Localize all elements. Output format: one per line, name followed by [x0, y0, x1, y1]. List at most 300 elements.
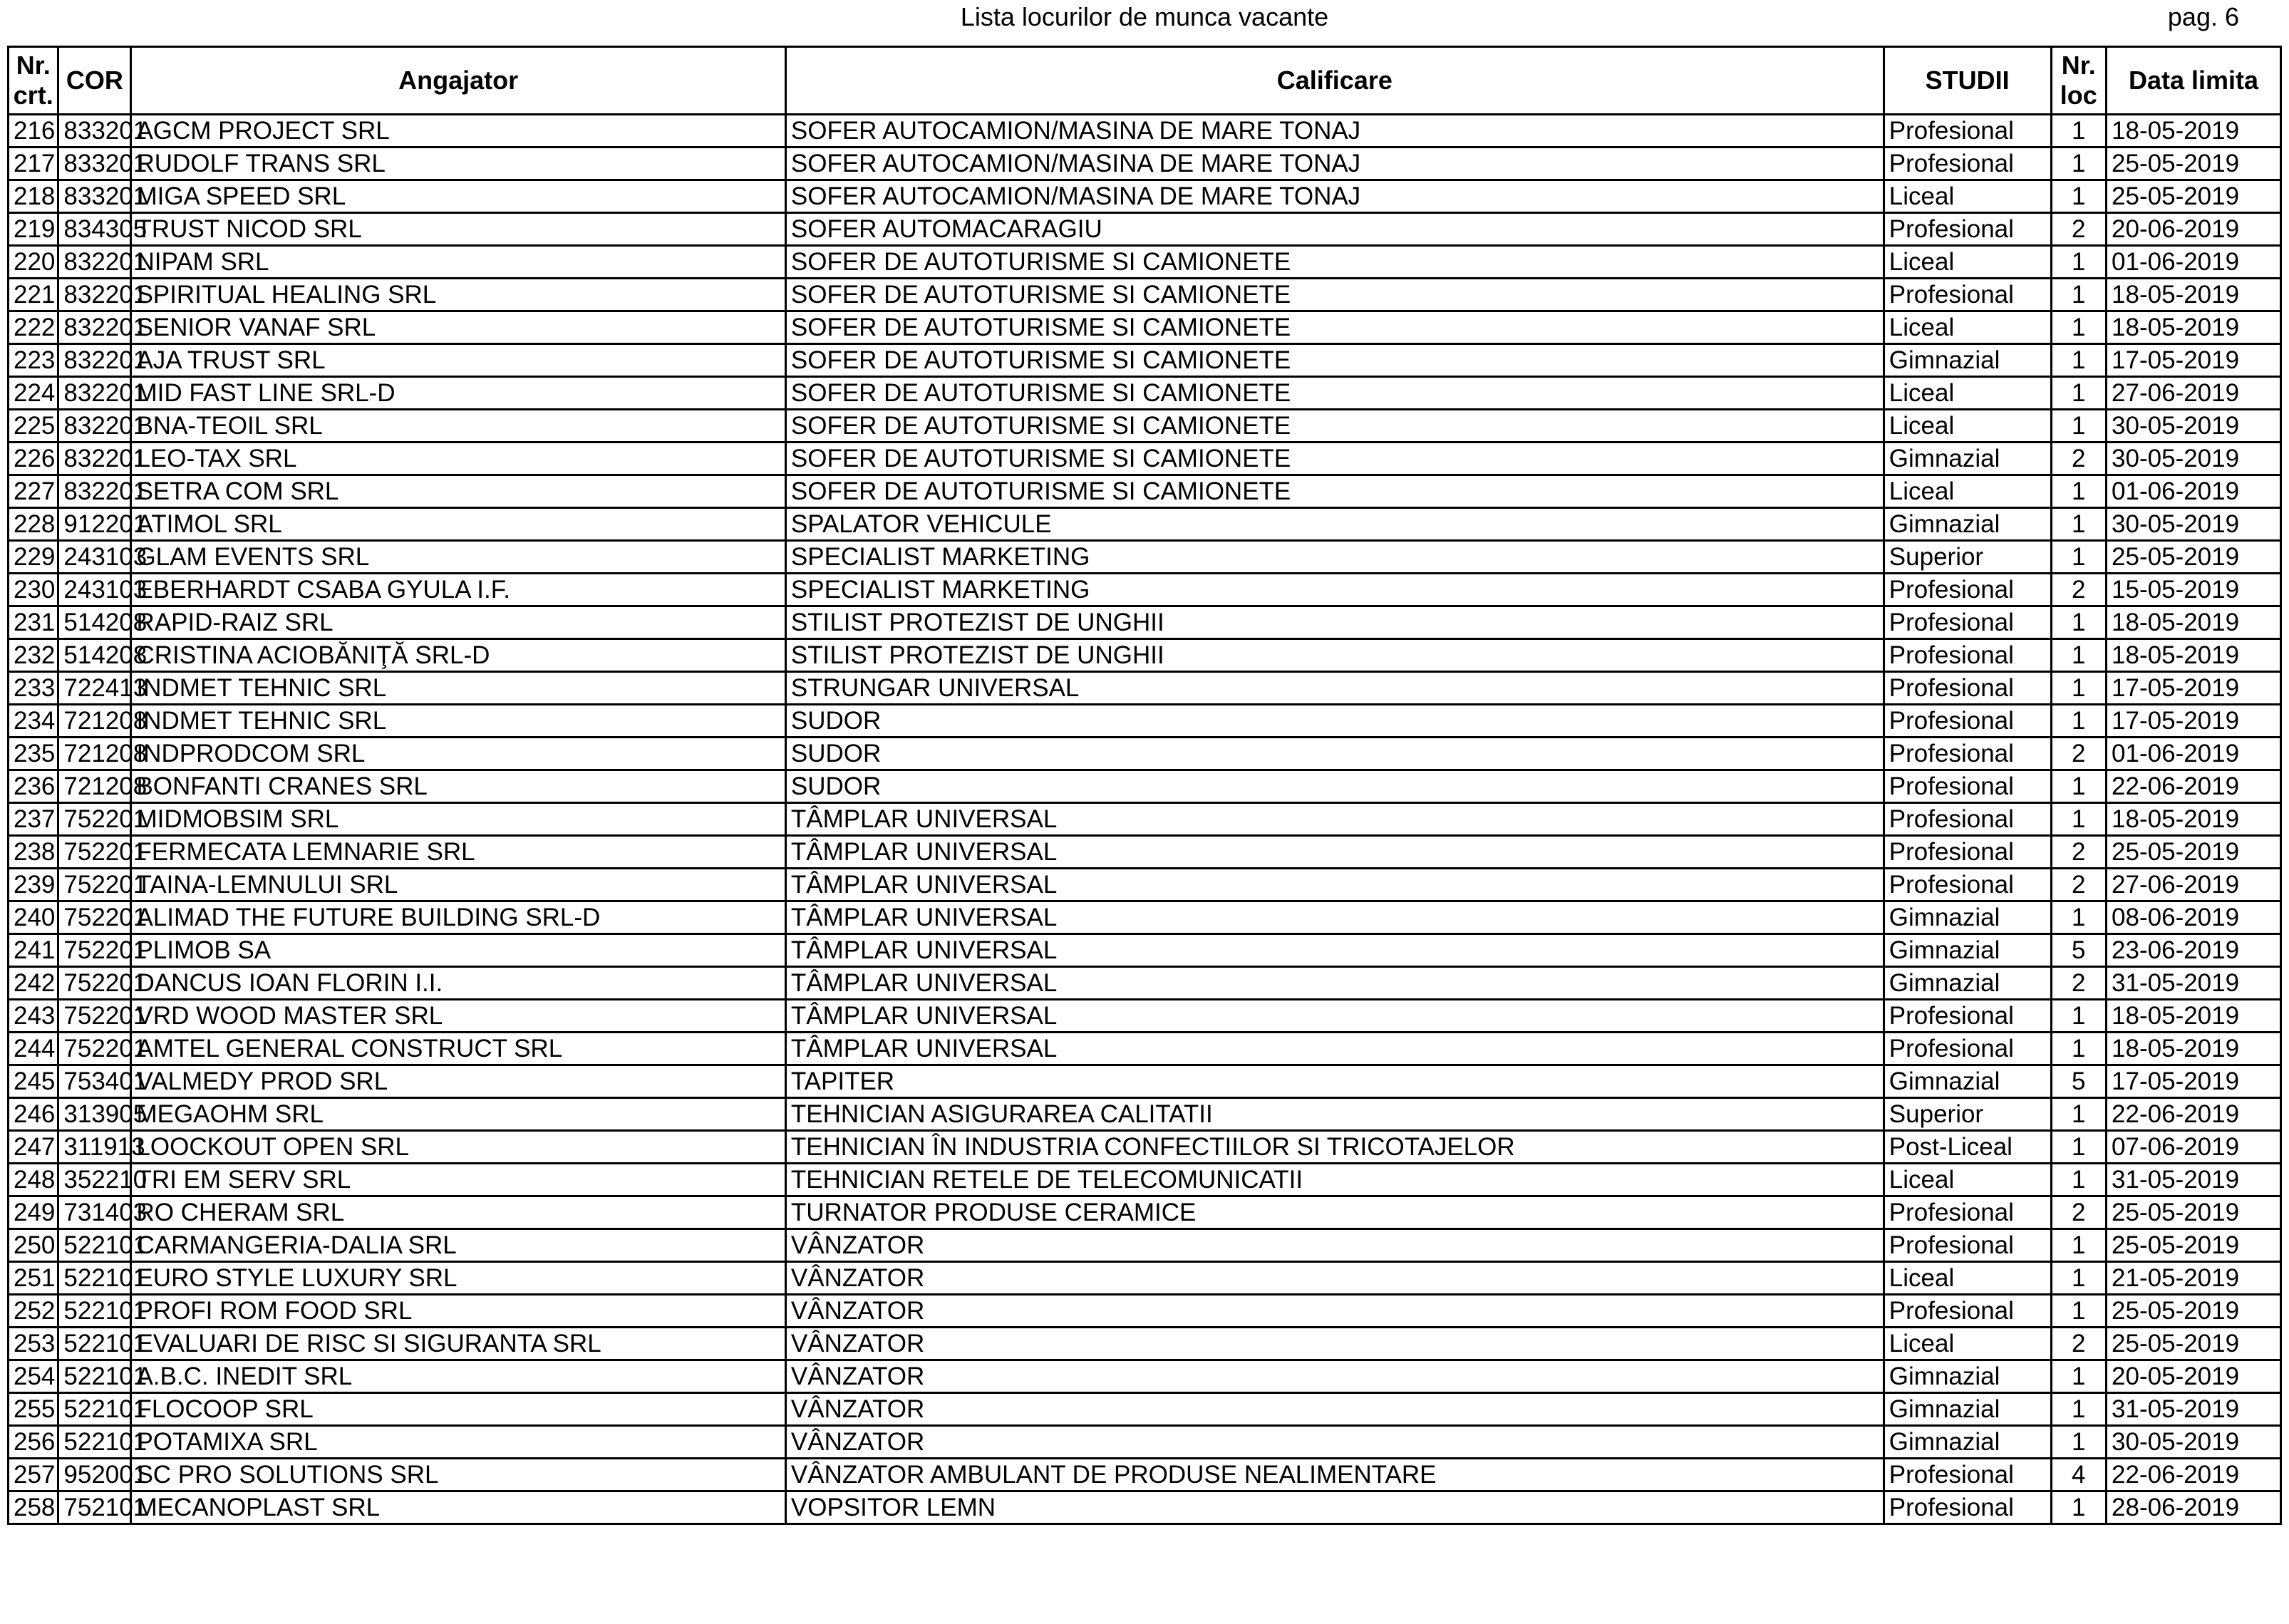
cor-code: 832201: [58, 344, 131, 377]
cor-code: 313905: [58, 1098, 131, 1131]
education-level: Gimnazial: [1884, 901, 2051, 934]
deadline-date: 25-05-2019: [2107, 836, 2281, 869]
positions-count: 1: [2051, 1491, 2107, 1524]
cor-code: 912201: [58, 508, 131, 541]
education-level: Gimnazial: [1884, 1426, 2051, 1459]
positions-count: 1: [2051, 1000, 2107, 1033]
deadline-date: 28-06-2019: [2107, 1491, 2281, 1524]
employer-name: NIPAM SRL: [131, 246, 785, 279]
positions-count: 5: [2051, 1065, 2107, 1098]
cor-code: 731403: [58, 1196, 131, 1229]
education-level: Profesional: [1884, 1491, 2051, 1524]
positions-count: 2: [2051, 869, 2107, 901]
row-number: 222: [9, 311, 58, 344]
row-number: 257: [9, 1459, 58, 1491]
deadline-date: 21-05-2019: [2107, 1262, 2281, 1295]
cor-code: 752201: [58, 803, 131, 836]
table-row: [9, 311, 2281, 344]
education-level: Profesional: [1884, 606, 2051, 639]
table-row: [9, 377, 2281, 410]
deadline-date: 18-05-2019: [2107, 279, 2281, 311]
table-row: [9, 672, 2281, 705]
row-number: 251: [9, 1262, 58, 1295]
cor-code: 834305: [58, 213, 131, 246]
row-number: 256: [9, 1426, 58, 1459]
row-number: 253: [9, 1328, 58, 1360]
employer-name: BONFANTI CRANES SRL: [131, 770, 785, 803]
table-row: [9, 213, 2281, 246]
row-number: 227: [9, 475, 58, 508]
positions-count: 4: [2051, 1459, 2107, 1491]
deadline-date: 18-05-2019: [2107, 606, 2281, 639]
deadline-date: 30-05-2019: [2107, 1426, 2281, 1459]
deadline-date: 20-05-2019: [2107, 1360, 2281, 1393]
qualification: VÂNZATOR: [785, 1328, 1884, 1360]
row-number: 226: [9, 443, 58, 475]
column-header-calificare: Calificare: [785, 47, 1884, 115]
positions-count: 2: [2051, 574, 2107, 606]
deadline-date: 18-05-2019: [2107, 1033, 2281, 1065]
positions-count: 1: [2051, 1295, 2107, 1328]
education-level: Liceal: [1884, 180, 2051, 213]
cor-code: 752201: [58, 967, 131, 1000]
education-level: Profesional: [1884, 148, 2051, 180]
cor-code: 514208: [58, 639, 131, 672]
employer-name: CRISTINA ACIOBĂNIŢĂ SRL-D: [131, 639, 785, 672]
positions-count: 1: [2051, 1262, 2107, 1295]
row-number: 230: [9, 574, 58, 606]
deadline-date: 23-06-2019: [2107, 934, 2281, 967]
deadline-date: 31-05-2019: [2107, 1164, 2281, 1196]
employer-name: MIDMOBSIM SRL: [131, 803, 785, 836]
positions-count: 1: [2051, 311, 2107, 344]
table-row: [9, 1098, 2281, 1131]
table-row: [9, 606, 2281, 639]
cor-code: 952001: [58, 1459, 131, 1491]
column-header-data-limita: Data limita: [2107, 47, 2281, 115]
cor-code: 752201: [58, 901, 131, 934]
positions-count: 1: [2051, 639, 2107, 672]
row-number: 247: [9, 1131, 58, 1164]
table-row: [9, 1229, 2281, 1262]
deadline-date: 07-06-2019: [2107, 1131, 2281, 1164]
employer-name: RUDOLF TRANS SRL: [131, 148, 785, 180]
qualification: VÂNZATOR AMBULANT DE PRODUSE NEALIMENTARE: [785, 1459, 1884, 1491]
row-number: 254: [9, 1360, 58, 1393]
column-header-nr-loc: Nr. loc: [2051, 47, 2107, 115]
education-level: Profesional: [1884, 803, 2051, 836]
deadline-date: 25-05-2019: [2107, 1196, 2281, 1229]
row-number: 248: [9, 1164, 58, 1196]
employer-name: TRUST NICOD SRL: [131, 213, 785, 246]
cor-code: 243103: [58, 574, 131, 606]
education-level: Gimnazial: [1884, 508, 2051, 541]
row-number: 245: [9, 1065, 58, 1098]
qualification: STRUNGAR UNIVERSAL: [785, 672, 1884, 705]
education-level: Liceal: [1884, 311, 2051, 344]
employer-name: SENIOR VANAF SRL: [131, 311, 785, 344]
employer-name: AGCM PROJECT SRL: [131, 115, 785, 148]
table-row: [9, 1459, 2281, 1491]
table-row: [9, 869, 2281, 901]
row-number: 218: [9, 180, 58, 213]
qualification: SPALATOR VEHICULE: [785, 508, 1884, 541]
deadline-date: 15-05-2019: [2107, 574, 2281, 606]
row-number: 217: [9, 148, 58, 180]
table-row: [9, 115, 2281, 148]
employer-name: EVALUARI DE RISC SI SIGURANTA SRL: [131, 1328, 785, 1360]
employer-name: MIGA SPEED SRL: [131, 180, 785, 213]
deadline-date: 31-05-2019: [2107, 1393, 2281, 1426]
deadline-date: 25-05-2019: [2107, 1229, 2281, 1262]
table-row: [9, 901, 2281, 934]
employer-name: TRI EM SERV SRL: [131, 1164, 785, 1196]
employer-name: VALMEDY PROD SRL: [131, 1065, 785, 1098]
qualification: SOFER DE AUTOTURISME SI CAMIONETE: [785, 377, 1884, 410]
table-row: [9, 279, 2281, 311]
page-title: Lista locurilor de munca vacante: [960, 2, 1329, 31]
deadline-date: 31-05-2019: [2107, 967, 2281, 1000]
employer-name: GLAM EVENTS SRL: [131, 541, 785, 574]
table-row: [9, 1164, 2281, 1196]
row-number: 242: [9, 967, 58, 1000]
employer-name: INDMET TEHNIC SRL: [131, 672, 785, 705]
deadline-date: 30-05-2019: [2107, 410, 2281, 443]
employer-name: SC PRO SOLUTIONS SRL: [131, 1459, 785, 1491]
deadline-date: 17-05-2019: [2107, 705, 2281, 738]
table-row: [9, 508, 2281, 541]
positions-count: 1: [2051, 1393, 2107, 1426]
table-row: [9, 639, 2281, 672]
column-header-nr-crt: Nr. crt.: [9, 47, 58, 115]
row-number: 231: [9, 606, 58, 639]
table-row: [9, 1393, 2281, 1426]
column-header-angajator: Angajator: [131, 47, 785, 115]
row-number: 252: [9, 1295, 58, 1328]
cor-code: 832201: [58, 475, 131, 508]
qualification: VÂNZATOR: [785, 1295, 1884, 1328]
positions-count: 1: [2051, 279, 2107, 311]
positions-count: 1: [2051, 1131, 2107, 1164]
cor-code: 243103: [58, 541, 131, 574]
qualification: SOFER AUTOCAMION/MASINA DE MARE TONAJ: [785, 115, 1884, 148]
cor-code: 721208: [58, 770, 131, 803]
qualification: SOFER DE AUTOTURISME SI CAMIONETE: [785, 344, 1884, 377]
qualification: VÂNZATOR: [785, 1426, 1884, 1459]
cor-code: 522101: [58, 1360, 131, 1393]
employer-name: MEGAOHM SRL: [131, 1098, 785, 1131]
qualification: SOFER DE AUTOTURISME SI CAMIONETE: [785, 279, 1884, 311]
table-row: [9, 1033, 2281, 1065]
deadline-date: 01-06-2019: [2107, 246, 2281, 279]
table-row: [9, 738, 2281, 770]
table-row: [9, 1426, 2281, 1459]
table-row: [9, 541, 2281, 574]
table-row: [9, 410, 2281, 443]
positions-count: 1: [2051, 1229, 2107, 1262]
row-number: 235: [9, 738, 58, 770]
positions-count: 1: [2051, 475, 2107, 508]
table-row: [9, 803, 2281, 836]
deadline-date: 25-05-2019: [2107, 180, 2281, 213]
table-body: [9, 115, 2281, 1524]
qualification: SPECIALIST MARKETING: [785, 574, 1884, 606]
education-level: Profesional: [1884, 1459, 2051, 1491]
cor-code: 752101: [58, 1491, 131, 1524]
table-row: [9, 1065, 2281, 1098]
employer-name: RAPID-RAIZ SRL: [131, 606, 785, 639]
cor-code: 832201: [58, 246, 131, 279]
cor-code: 832201: [58, 410, 131, 443]
cor-code: 522101: [58, 1295, 131, 1328]
row-number: 258: [9, 1491, 58, 1524]
education-level: Gimnazial: [1884, 1360, 2051, 1393]
page-number: pag. 6: [2167, 2, 2239, 31]
qualification: VÂNZATOR: [785, 1262, 1884, 1295]
qualification: TÂMPLAR UNIVERSAL: [785, 803, 1884, 836]
deadline-date: 18-05-2019: [2107, 311, 2281, 344]
cor-code: 832201: [58, 377, 131, 410]
qualification: STILIST PROTEZIST DE UNGHII: [785, 606, 1884, 639]
qualification: TAPITER: [785, 1065, 1884, 1098]
positions-count: 1: [2051, 344, 2107, 377]
row-number: 237: [9, 803, 58, 836]
positions-count: 1: [2051, 1098, 2107, 1131]
cor-code: 833201: [58, 180, 131, 213]
employer-name: AMTEL GENERAL CONSTRUCT SRL: [131, 1033, 785, 1065]
cor-code: 752201: [58, 934, 131, 967]
column-header-cor: COR: [58, 47, 131, 115]
education-level: Profesional: [1884, 279, 2051, 311]
qualification: TÂMPLAR UNIVERSAL: [785, 901, 1884, 934]
positions-count: 1: [2051, 541, 2107, 574]
education-level: Profesional: [1884, 574, 2051, 606]
table-row: [9, 770, 2281, 803]
qualification: TÂMPLAR UNIVERSAL: [785, 836, 1884, 869]
employer-name: MECANOPLAST SRL: [131, 1491, 785, 1524]
deadline-date: 25-05-2019: [2107, 1295, 2281, 1328]
qualification: TEHNICIAN ASIGURAREA CALITATII: [785, 1098, 1884, 1131]
employer-name: ALIMAD THE FUTURE BUILDING SRL-D: [131, 901, 785, 934]
employer-name: EURO STYLE LUXURY SRL: [131, 1262, 785, 1295]
deadline-date: 18-05-2019: [2107, 1000, 2281, 1033]
cor-code: 722413: [58, 672, 131, 705]
qualification: VÂNZATOR: [785, 1229, 1884, 1262]
education-level: Profesional: [1884, 115, 2051, 148]
deadline-date: 25-05-2019: [2107, 1328, 2281, 1360]
employer-name: DANCUS IOAN FLORIN I.I.: [131, 967, 785, 1000]
employer-name: ATIMOL SRL: [131, 508, 785, 541]
education-level: Profesional: [1884, 770, 2051, 803]
qualification: VOPSITOR LEMN: [785, 1491, 1884, 1524]
row-number: 233: [9, 672, 58, 705]
positions-count: 2: [2051, 1196, 2107, 1229]
cor-code: 522101: [58, 1393, 131, 1426]
education-level: Profesional: [1884, 705, 2051, 738]
table-row: [9, 836, 2281, 869]
employer-name: LOOCKOUT OPEN SRL: [131, 1131, 785, 1164]
table-row: [9, 1262, 2281, 1295]
education-level: Liceal: [1884, 1328, 2051, 1360]
qualification: SOFER DE AUTOTURISME SI CAMIONETE: [785, 443, 1884, 475]
education-level: Profesional: [1884, 836, 2051, 869]
cor-code: 522101: [58, 1229, 131, 1262]
employer-name: PROFI ROM FOOD SRL: [131, 1295, 785, 1328]
cor-code: 752201: [58, 869, 131, 901]
education-level: Profesional: [1884, 672, 2051, 705]
row-number: 244: [9, 1033, 58, 1065]
row-number: 229: [9, 541, 58, 574]
education-level: Profesional: [1884, 639, 2051, 672]
deadline-date: 27-06-2019: [2107, 869, 2281, 901]
cor-code: 721208: [58, 738, 131, 770]
education-level: Gimnazial: [1884, 1393, 2051, 1426]
qualification: TÂMPLAR UNIVERSAL: [785, 1000, 1884, 1033]
cor-code: 721208: [58, 705, 131, 738]
cor-code: 514208: [58, 606, 131, 639]
positions-count: 1: [2051, 377, 2107, 410]
employer-name: CARMANGERIA-DALIA SRL: [131, 1229, 785, 1262]
table-row: [9, 1295, 2281, 1328]
deadline-date: 27-06-2019: [2107, 377, 2281, 410]
deadline-date: 18-05-2019: [2107, 115, 2281, 148]
positions-count: 2: [2051, 967, 2107, 1000]
cor-code: 522101: [58, 1426, 131, 1459]
education-level: Post-Liceal: [1884, 1131, 2051, 1164]
positions-count: 2: [2051, 443, 2107, 475]
employer-name: RO CHERAM SRL: [131, 1196, 785, 1229]
deadline-date: 17-05-2019: [2107, 344, 2281, 377]
positions-count: 2: [2051, 1328, 2107, 1360]
table-row: [9, 344, 2281, 377]
table-row: [9, 180, 2281, 213]
employer-name: AJA TRUST SRL: [131, 344, 785, 377]
deadline-date: 30-05-2019: [2107, 443, 2281, 475]
positions-count: 1: [2051, 1033, 2107, 1065]
employer-name: BNA-TEOIL SRL: [131, 410, 785, 443]
deadline-date: 18-05-2019: [2107, 803, 2281, 836]
education-level: Liceal: [1884, 377, 2051, 410]
deadline-date: 20-06-2019: [2107, 213, 2281, 246]
qualification: SOFER DE AUTOTURISME SI CAMIONETE: [785, 311, 1884, 344]
row-number: 249: [9, 1196, 58, 1229]
deadline-date: 22-06-2019: [2107, 1098, 2281, 1131]
table-row: [9, 246, 2281, 279]
positions-count: 1: [2051, 803, 2107, 836]
row-number: 246: [9, 1098, 58, 1131]
table-row: [9, 574, 2281, 606]
cor-code: 832201: [58, 443, 131, 475]
education-level: Liceal: [1884, 1164, 2051, 1196]
deadline-date: 01-06-2019: [2107, 738, 2281, 770]
positions-count: 1: [2051, 1426, 2107, 1459]
employer-name: SPIRITUAL HEALING SRL: [131, 279, 785, 311]
row-number: 238: [9, 836, 58, 869]
positions-count: 1: [2051, 115, 2107, 148]
row-number: 250: [9, 1229, 58, 1262]
positions-count: 1: [2051, 148, 2107, 180]
employer-name: INDPRODCOM SRL: [131, 738, 785, 770]
cor-code: 311913: [58, 1131, 131, 1164]
positions-count: 2: [2051, 836, 2107, 869]
education-level: Profesional: [1884, 213, 2051, 246]
positions-count: 1: [2051, 246, 2107, 279]
cor-code: 832201: [58, 279, 131, 311]
deadline-date: 22-06-2019: [2107, 770, 2281, 803]
row-number: 219: [9, 213, 58, 246]
employer-name: INDMET TEHNIC SRL: [131, 705, 785, 738]
education-level: Profesional: [1884, 1295, 2051, 1328]
table-row: [9, 967, 2281, 1000]
education-level: Liceal: [1884, 246, 2051, 279]
employer-name: PLIMOB SA: [131, 934, 785, 967]
education-level: Gimnazial: [1884, 967, 2051, 1000]
table-row: [9, 1131, 2281, 1164]
page-header: [0, 0, 2289, 41]
positions-count: 5: [2051, 934, 2107, 967]
employer-name: POTAMIXA SRL: [131, 1426, 785, 1459]
employer-name: TAINA-LEMNULUI SRL: [131, 869, 785, 901]
qualification: TEHNICIAN RETELE DE TELECOMUNICATII: [785, 1164, 1884, 1196]
employer-name: LEO-TAX SRL: [131, 443, 785, 475]
cor-code: 752201: [58, 1000, 131, 1033]
qualification: VÂNZATOR: [785, 1360, 1884, 1393]
education-level: Liceal: [1884, 1262, 2051, 1295]
row-number: 236: [9, 770, 58, 803]
positions-count: 1: [2051, 1164, 2107, 1196]
positions-count: 1: [2051, 901, 2107, 934]
row-number: 221: [9, 279, 58, 311]
table-header-row: [9, 47, 2281, 115]
education-level: Profesional: [1884, 869, 2051, 901]
deadline-date: 30-05-2019: [2107, 508, 2281, 541]
deadline-date: 17-05-2019: [2107, 1065, 2281, 1098]
qualification: STILIST PROTEZIST DE UNGHII: [785, 639, 1884, 672]
qualification: TÂMPLAR UNIVERSAL: [785, 934, 1884, 967]
table-row: [9, 1360, 2281, 1393]
qualification: TÂMPLAR UNIVERSAL: [785, 1033, 1884, 1065]
education-level: Profesional: [1884, 738, 2051, 770]
positions-count: 1: [2051, 770, 2107, 803]
cor-code: 352210: [58, 1164, 131, 1196]
row-number: 224: [9, 377, 58, 410]
deadline-date: 18-05-2019: [2107, 639, 2281, 672]
education-level: Profesional: [1884, 1000, 2051, 1033]
cor-code: 753401: [58, 1065, 131, 1098]
education-level: Profesional: [1884, 1196, 2051, 1229]
qualification: SOFER DE AUTOTURISME SI CAMIONETE: [785, 246, 1884, 279]
column-header-studii: STUDII: [1884, 47, 2051, 115]
education-level: Gimnazial: [1884, 934, 2051, 967]
qualification: SUDOR: [785, 738, 1884, 770]
education-level: Profesional: [1884, 1033, 2051, 1065]
positions-count: 1: [2051, 606, 2107, 639]
employer-name: EBERHARDT CSABA GYULA I.F.: [131, 574, 785, 606]
deadline-date: 25-05-2019: [2107, 148, 2281, 180]
cor-code: 832201: [58, 311, 131, 344]
row-number: 225: [9, 410, 58, 443]
row-number: 223: [9, 344, 58, 377]
qualification: SUDOR: [785, 705, 1884, 738]
employer-name: VRD WOOD MASTER SRL: [131, 1000, 785, 1033]
positions-count: 2: [2051, 738, 2107, 770]
positions-count: 2: [2051, 213, 2107, 246]
table-row: [9, 705, 2281, 738]
qualification: SOFER DE AUTOTURISME SI CAMIONETE: [785, 410, 1884, 443]
education-level: Liceal: [1884, 410, 2051, 443]
positions-count: 1: [2051, 1360, 2107, 1393]
deadline-date: 01-06-2019: [2107, 475, 2281, 508]
